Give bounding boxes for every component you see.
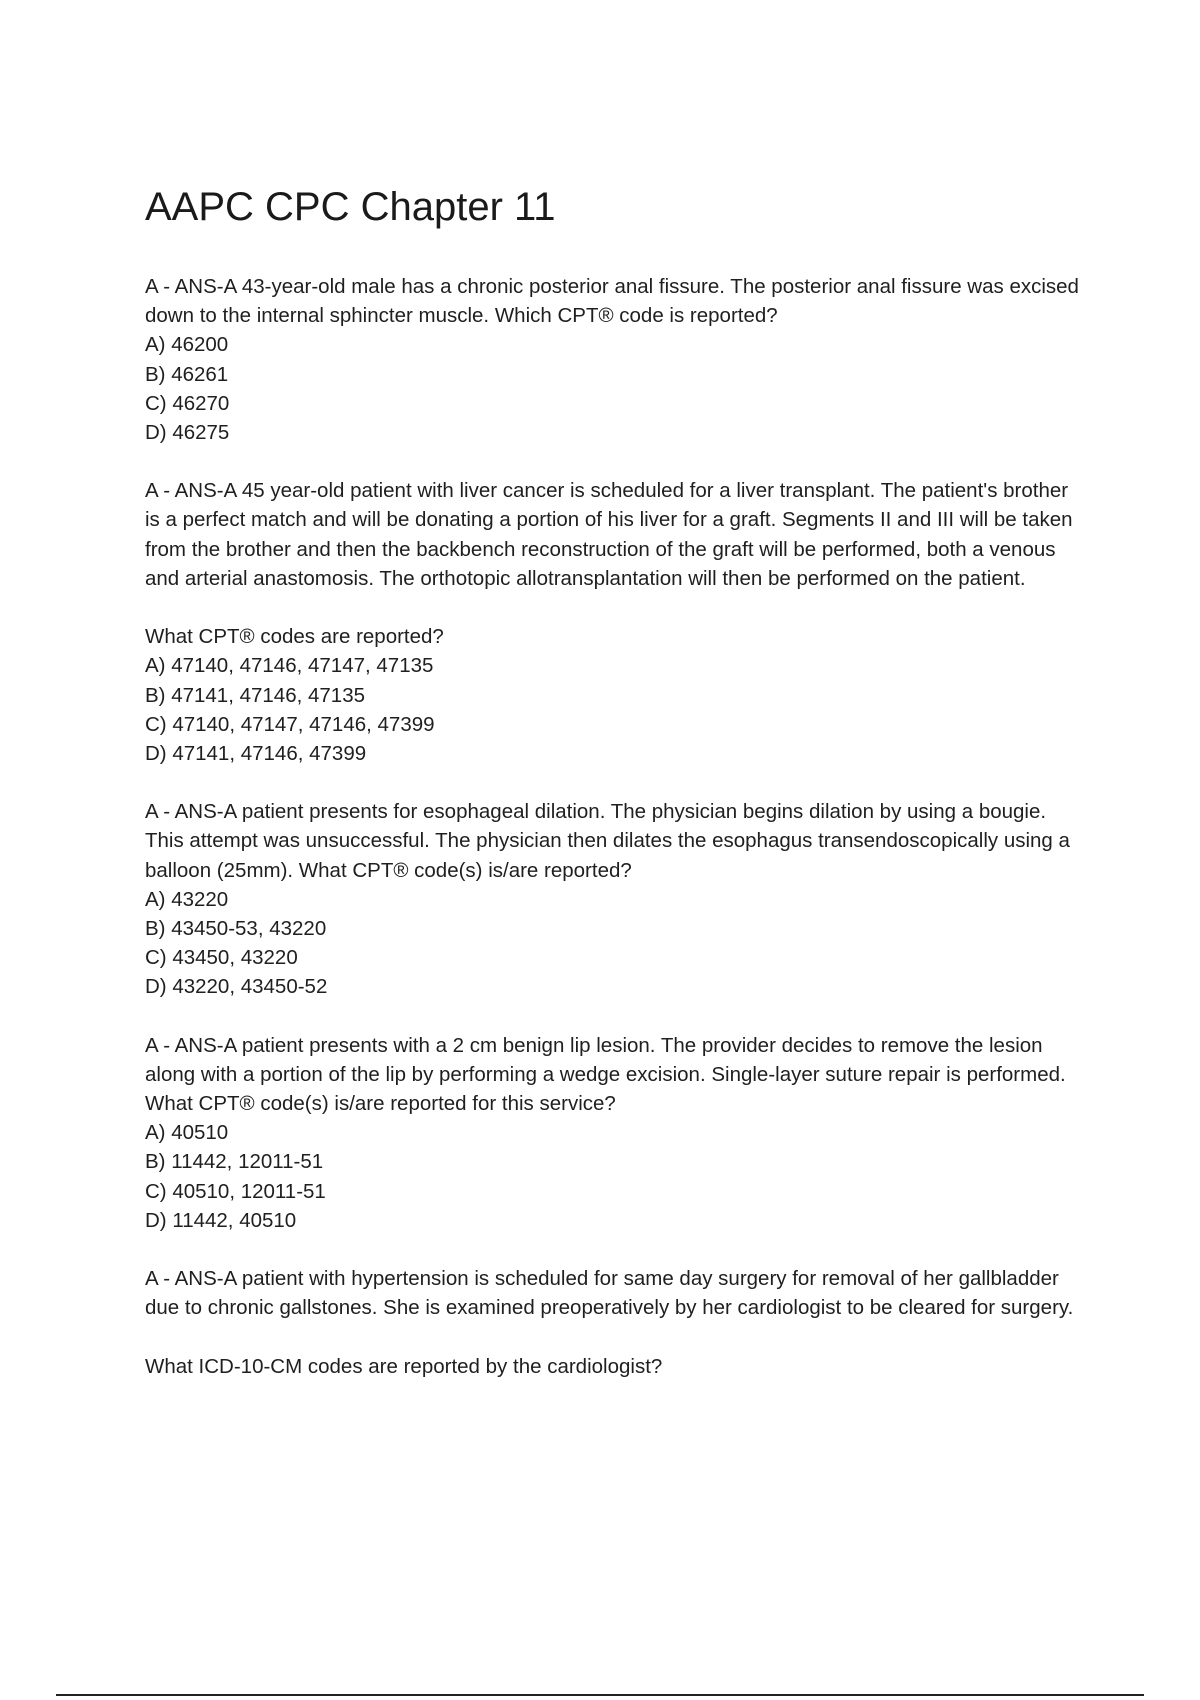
question-block (145, 1031, 1085, 1235)
document-page (145, 182, 1085, 1410)
answer-option: C) 46270 (145, 391, 230, 415)
question-block (145, 1264, 1085, 1381)
answer-option: A) 43220 (145, 887, 229, 911)
answer-options (145, 651, 1085, 768)
question-prompt: What CPT® codes are reported? (145, 625, 444, 649)
answer-option: C) 47140, 47147, 47146, 47399 (145, 712, 435, 736)
question-text: A - ANS-A 43-year-old male has a chronic posterior anal fissure. The posterior anal fissure was excised down to the internal sphincter muscle. Which CPT® code is reported? (145, 275, 1079, 328)
question-block (145, 476, 1085, 768)
answer-option: D) 43220, 43450-52 (145, 975, 328, 999)
answer-options (145, 1118, 1085, 1235)
answer-option: D) 11442, 40510 (145, 1208, 297, 1232)
answer-options (145, 885, 1085, 1002)
question-block (145, 272, 1085, 447)
question-prompt: What ICD-10-CM codes are reported by the cardiologist? (145, 1354, 663, 1378)
page-title: AAPC CPC Chapter 11 (145, 185, 556, 229)
answer-option: B) 46261 (145, 362, 229, 386)
answer-option: B) 47141, 47146, 47135 (145, 683, 365, 707)
answer-option: C) 43450, 43220 (145, 946, 298, 970)
question-block (145, 797, 1085, 1001)
answer-option: B) 11442, 12011-51 (145, 1150, 324, 1174)
question-text: A - ANS-A patient with hypertension is scheduled for same day surgery for removal of her gallbladder due to chronic gallstones. She is examined preoperatively by her cardiologist to be cleared for surgery. (145, 1267, 1074, 1320)
answer-option: D) 47141, 47146, 47399 (145, 742, 367, 766)
answer-option: A) 47140, 47146, 47147, 47135 (145, 654, 434, 678)
question-text: A - ANS-A 45 year-old patient with liver cancer is scheduled for a liver transplant. The patient's brother is a perfect match and will be donating a portion of his liver for a graft. Segments II and III will be taken from the brother and then the backbench reconstruction of the graft will be performed, both a venous and arterial anastomosis. The orthotopic allotransplantation will then be performed on the patient. (145, 479, 1073, 590)
answer-option: A) 46200 (145, 333, 229, 357)
question-text: A - ANS-A patient presents with a 2 cm benign lip lesion. The provider decides to remove the lesion along with a portion of the lip by performing a wedge excision. Single-layer suture repair is performed. What CPT® code(s) is/are reported for this service? (145, 1033, 1066, 1116)
answer-options (145, 330, 1085, 447)
answer-option: D) 46275 (145, 421, 230, 445)
answer-option: B) 43450-53, 43220 (145, 917, 327, 941)
page-bottom-divider (56, 1694, 1144, 1696)
answer-option: A) 40510 (145, 1121, 229, 1145)
question-text: A - ANS-A patient presents for esophageal dilation. The physician begins dilation by using a bougie. This attempt was unsuccessful. The physician then dilates the esophagus transendoscopically using a balloon (25mm). What CPT® code(s) is/are reported? (145, 800, 1070, 882)
answer-option: C) 40510, 12011-51 (145, 1179, 326, 1203)
